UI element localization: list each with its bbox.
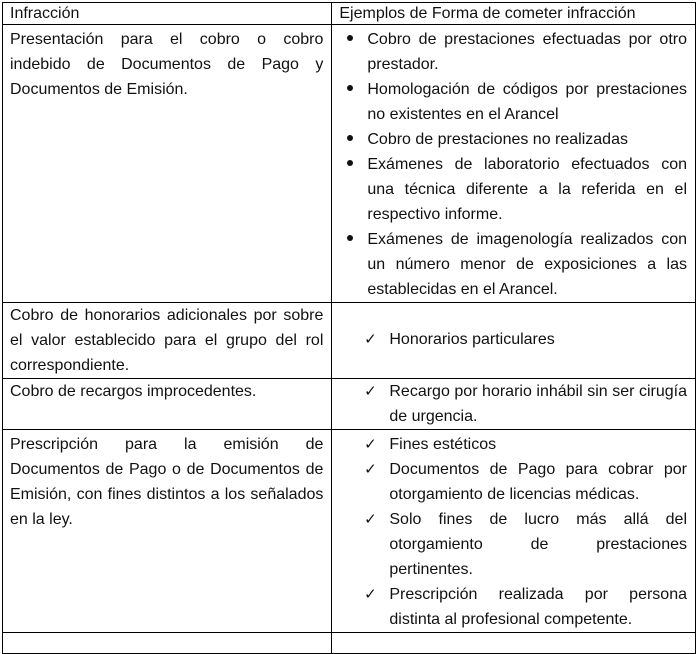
infraction-cell: Cobro de honorarios adicionales por sobre el valor establecido para el grupo del rol correspondiente. xyxy=(3,303,332,379)
examples-cell xyxy=(332,25,696,303)
infraction-cell: Presentación para el cobro o cobro indebido de Documentos de Pago y Documentos de Emisión. xyxy=(3,25,332,303)
list-item: Homologación de códigos por prestaciones no existentes en el Arancel xyxy=(339,77,687,127)
list-item: ✓ Recargo por horario inhábil sin ser cirugía de urgencia. xyxy=(362,379,687,429)
table-row xyxy=(3,379,696,430)
table-row xyxy=(3,303,696,379)
examples-cell xyxy=(332,303,696,379)
table-row xyxy=(3,430,696,633)
table-row xyxy=(3,633,696,654)
header-examples: Ejemplos de Forma de cometer infracción xyxy=(332,3,696,25)
infraction-cell: Cobro de recargos improcedentes. xyxy=(3,379,332,430)
table-header-row xyxy=(3,3,696,25)
header-infraction: Infracción xyxy=(3,3,332,25)
examples-list xyxy=(339,327,687,352)
table-row xyxy=(3,25,696,303)
checkmark-icon: ✓ xyxy=(364,382,377,400)
list-item: ✓ Honorarios particulares xyxy=(362,327,687,352)
examples-cell xyxy=(332,633,696,654)
infractions-table xyxy=(2,2,696,654)
bullet-icon xyxy=(343,227,357,252)
examples-list xyxy=(339,379,687,429)
checkmark-icon: ✓ xyxy=(364,435,377,453)
list-item: Cobro de prestaciones no realizadas xyxy=(339,127,687,152)
list-item: ✓ Documentos de Pago para cobrar por otorgamiento de licencias médicas. xyxy=(362,457,687,507)
infraction-cell: Prescripción para la emisión de Documentos de Pago o de Documentos de Emisión, con fines distintos a los señalados en la ley. xyxy=(3,430,332,633)
bullet-icon xyxy=(343,152,357,177)
list-item: ✓ Prescripción realizada por persona distinta al profesional competente. xyxy=(362,582,687,632)
examples-cell xyxy=(332,379,696,430)
checkmark-icon: ✓ xyxy=(364,330,377,348)
bullet-icon xyxy=(343,77,357,102)
infraction-cell xyxy=(3,633,332,654)
examples-list xyxy=(339,432,687,632)
list-item: ✓ Solo fines de lucro más allá del otorgamiento de prestaciones pertinentes. xyxy=(362,507,687,582)
checkmark-icon: ✓ xyxy=(364,510,377,528)
checkmark-icon: ✓ xyxy=(364,585,377,603)
list-item: Cobro de prestaciones efectuadas por otro prestador. xyxy=(339,27,687,77)
bullet-icon xyxy=(343,27,357,52)
examples-cell xyxy=(332,430,696,633)
list-item: Exámenes de imagenología realizados con un número menor de exposiciones a las establecidas en el Arancel. xyxy=(339,227,687,302)
checkmark-icon: ✓ xyxy=(364,460,377,478)
list-item: ✓ Fines estéticos xyxy=(362,432,687,457)
bullet-icon xyxy=(343,127,357,152)
list-item: Exámenes de laboratorio efectuados con una técnica diferente a la referida en el respectivo informe. xyxy=(339,152,687,227)
examples-list xyxy=(339,27,687,302)
